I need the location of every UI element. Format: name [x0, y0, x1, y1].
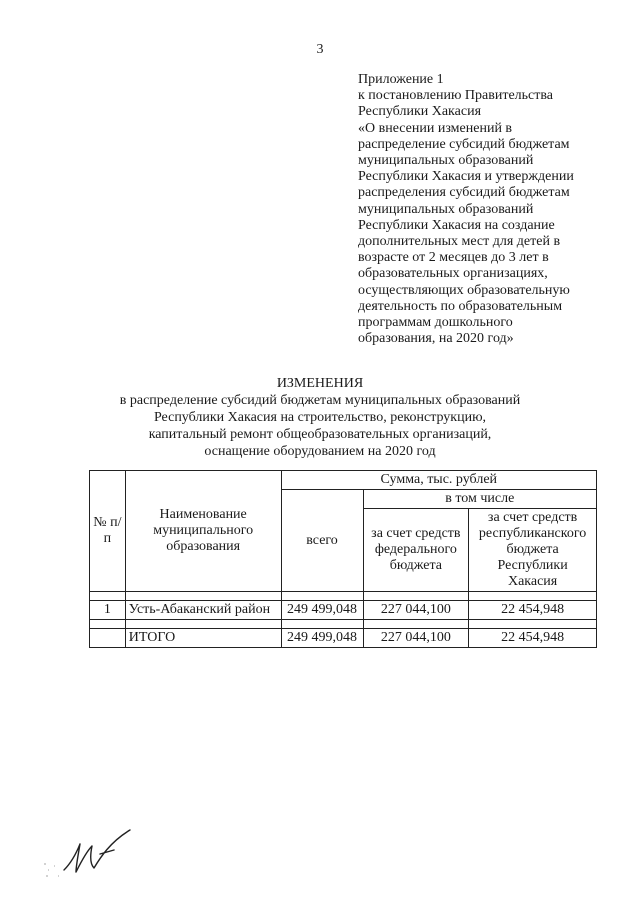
header-federal: за счет средств федерального бюджета	[363, 509, 469, 592]
header-name: Наименование муниципального образования	[125, 471, 281, 592]
table-total-row	[90, 629, 597, 648]
row-name: Усть-Абаканский район	[125, 601, 281, 620]
appendix-line: Республики Хакасия	[358, 104, 482, 120]
appendix-line: распределение субсидий бюджетам	[358, 136, 570, 152]
title-line: в распределение субсидий бюджетам муниципальных образований	[119, 393, 521, 408]
document-title	[0, 375, 640, 460]
row-total: 249 499,048	[281, 601, 363, 620]
appendix-line: муниципальных образований	[358, 153, 534, 169]
table-header-row	[90, 471, 597, 490]
row-num: 1	[90, 601, 126, 620]
total-republic: 22 454,948	[469, 629, 597, 648]
title-line: Республики Хакасия на строительство, реконструкцию,	[153, 410, 487, 425]
table-gap-row	[90, 620, 597, 629]
appendix-line: программам дошкольного	[358, 315, 513, 331]
appendix-line: образования, на 2020 год»	[358, 331, 514, 347]
appendix-line: дополнительных мест для детей в	[358, 234, 561, 250]
page-number: 3	[316, 42, 324, 57]
total-federal: 227 044,100	[363, 629, 469, 648]
title-heading: ИЗМЕНЕНИЯ	[276, 376, 364, 391]
header-republic: за счет средств республиканского бюджета Республики Хакасия	[469, 509, 597, 592]
appendix-line: Республики Хакасия и утверждении	[358, 169, 574, 185]
header-num: № п/п	[90, 471, 126, 592]
row-federal: 227 044,100	[363, 601, 469, 620]
total-sum: 249 499,048	[281, 629, 363, 648]
header-including: в том числе	[363, 490, 597, 509]
appendix-line: распределения субсидий бюджетам	[358, 185, 570, 201]
subsidy-table	[89, 470, 597, 648]
appendix-line: «О внесении изменений в	[358, 120, 513, 136]
appendix-line: муниципальных образований	[358, 201, 534, 217]
header-sum: Сумма, тыс. рублей	[281, 471, 596, 490]
header-total: всего	[281, 490, 363, 592]
appendix-block	[358, 72, 598, 347]
total-label: ИТОГО	[125, 629, 281, 648]
appendix-line: Республики Хакасия на создание	[358, 217, 555, 233]
title-line: оснащение оборудованием на 2020 год	[204, 444, 436, 459]
appendix-line: деятельность по образовательным	[358, 298, 563, 314]
table-row	[90, 601, 597, 620]
row-republic: 22 454,948	[469, 601, 597, 620]
appendix-line: образовательных организациях,	[358, 266, 548, 282]
signature	[40, 820, 150, 880]
title-line: капитальный ремонт общеобразовательных организаций,	[148, 427, 492, 442]
appendix-line: возрасте от 2 месяцев до 3 лет в	[358, 250, 549, 266]
table-gap-row	[90, 592, 597, 601]
appendix-line: Приложение 1	[358, 72, 444, 87]
appendix-line: к постановлению Правительства	[358, 88, 554, 104]
appendix-line: осуществляющих образовательную	[358, 282, 570, 298]
